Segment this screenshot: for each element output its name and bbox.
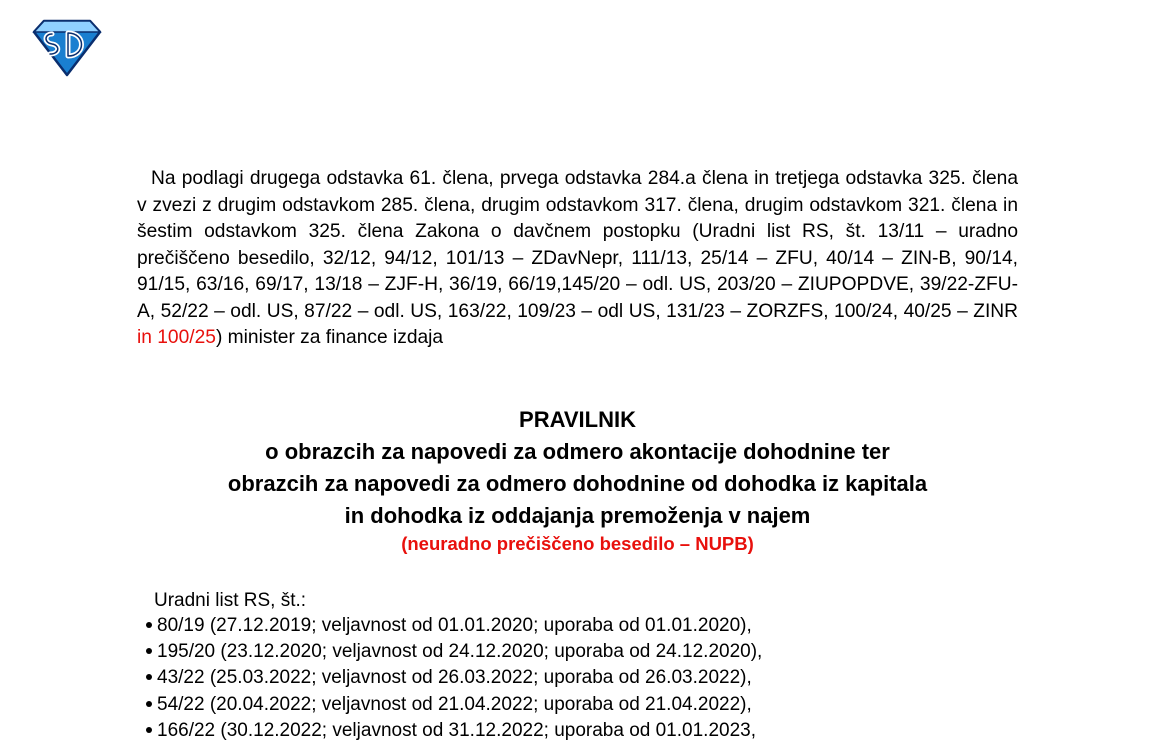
sd-shield-logo bbox=[30, 18, 104, 78]
bullet-icon bbox=[146, 622, 152, 628]
bullet-icon bbox=[146, 674, 152, 680]
preamble-text: Na podlagi drugega odstavka 61. člena, prvega odstavka 284.a člena in tretjega odstavka 325. člena v zvezi z drugim odstavkom 285. člena, drugim odstavkom 317. člena, drugim odstavkom 321. člena in šestim odstavkom 325. člena Zakona o davčnem postopku (Uradni list RS, št. 13/11 – uradno prečiščeno besedilo, 32/12, 94/12, 101/13 – ZDavNepr, 111/13, 25/14 – ZFU, 40/14 – ZIN-B, 90/14, 91/15, 63/16, 69/17, 13/18 – ZJF-H, 36/19, 66/19,145/20 – odl. US, 203/20 – ZIUPOPDVE, 39/22-ZFU-A, 52/22 – odl. US, 87/22 – odl. US, 163/22, 109/23 – odl US, 131/23 – ZORZFS, 100/24, 40/25 – ZINR bbox=[137, 168, 1018, 322]
list-item-text: 166/22 (30.12.2022; veljavnost od 31.12.2022; uporaba od 01.01.2023, bbox=[157, 719, 756, 741]
list-item-text: 80/19 (27.12.2019; veljavnost od 01.01.2020; uporaba od 01.01.2020), bbox=[157, 615, 752, 636]
list-item-text: 43/22 (25.03.2022; veljavnost od 26.03.2022; uporaba od 26.03.2022), bbox=[157, 667, 752, 689]
title-line-3: in dohodka iz oddajanja premoženja v najem bbox=[344, 503, 811, 528]
preamble-paragraph bbox=[137, 166, 1018, 352]
shield-logo-icon bbox=[30, 18, 104, 78]
preamble-amendment-highlight: in 100/25 bbox=[137, 327, 216, 348]
title-subtitle: (neuradno prečiščeno besedilo – NUPB) bbox=[401, 533, 754, 554]
title-line-2: obrazcih za napovedi za odmero dohodnine od dohodka iz kapitala bbox=[227, 471, 928, 496]
list-item-text: 54/22 (20.04.2022; veljavnost od 21.04.2022; uporaba od 21.04.2022), bbox=[157, 693, 752, 715]
document-title bbox=[137, 404, 1018, 556]
bullet-icon bbox=[146, 701, 152, 707]
gazette-list bbox=[146, 613, 762, 744]
list-item bbox=[146, 665, 762, 691]
list-item bbox=[146, 718, 762, 744]
gazette-label: Uradni list RS, št.: bbox=[154, 590, 307, 611]
title-heading: PRAVILNIK bbox=[519, 407, 636, 432]
list-item bbox=[146, 692, 762, 718]
list-item bbox=[146, 613, 762, 639]
bullet-icon bbox=[146, 648, 152, 654]
list-item bbox=[146, 639, 762, 665]
title-line-1: o obrazcih za napovedi za odmero akontacije dohodnine ter bbox=[265, 439, 890, 464]
preamble-tail: ) minister za finance izdaja bbox=[215, 327, 444, 348]
bullet-icon bbox=[146, 727, 152, 733]
list-item-text: 195/20 (23.12.2020; veljavnost od 24.12.2020; uporaba od 24.12.2020), bbox=[157, 641, 763, 663]
